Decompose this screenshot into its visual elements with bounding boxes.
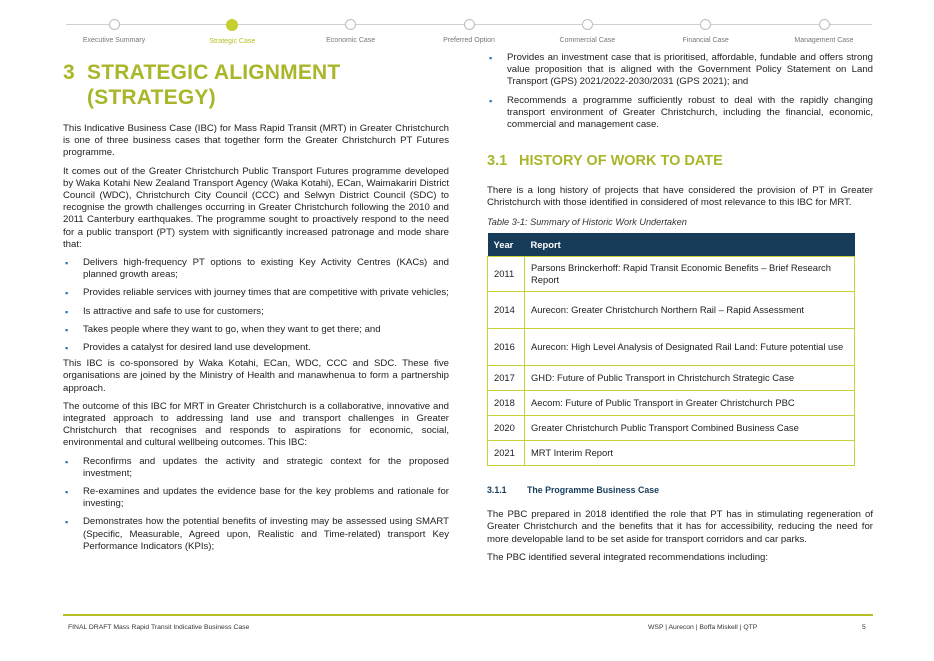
progress-step[interactable] (409, 17, 529, 44)
list-item: ▪ Re-examines and updates the evidence base for the key problems and rationale for investing; (63, 486, 449, 510)
report-cell: Aurecon: Greater Christchurch Northern Rail – Rapid Assessment (525, 292, 855, 329)
left-column (63, 60, 449, 553)
page-number: 5 (862, 624, 866, 631)
table-row (488, 329, 855, 366)
progress-dot (109, 19, 120, 30)
progress-dot (582, 19, 593, 30)
footer-title: FINAL DRAFT Mass Rapid Transit Indicative Business Case (68, 624, 250, 631)
paragraph: The PBC prepared in 2018 identified the role that PT has in stimulating regeneration of Greater Christchurch and the benefits that it has for accessibility, reducing the need for more developable land to be set aside for transport corridors and car parks. (487, 509, 873, 545)
paragraph: It comes out of the Greater Christchurch Public Transport Futures programme developed by Waka Kotahi New Zealand Transport Agency (Waka Kotahi), ECan, Waimakariri District Council (WDC), Christchurch City Council (CCC) and Selwyn District Council (SDC) to recognise the growth challenges occurring in Greater Christchurch following the 2010 and 2011 Canterbury earthquakes. The programme sought to proactively respond to the need for a public transport (PT) system with significantly increased patronage and mode share that: (63, 165, 449, 250)
footer-authors: WSP | Aurecon | Boffa Miskell | QTP (648, 624, 758, 631)
report-cell: Parsons Brinckerhoff: Rapid Transit Economic Benefits – Brief Research Report (525, 257, 855, 292)
paragraph: This Indicative Business Case (IBC) for Mass Rapid Transit (MRT) in Greater Christchurch is one of three business cases that together form the Greater Christchurch PT Futures programme. (63, 123, 449, 159)
paragraph: This IBC is co-sponsored by Waka Kotahi, ECan, WDC, CCC and SDC. These five organisations are joined by the Ministry of Health and manawhenua to form a partnership approach. (63, 358, 449, 394)
progress-step[interactable] (291, 17, 411, 44)
progress-step[interactable] (527, 17, 647, 44)
progress-step-label: Commercial Case (559, 37, 616, 44)
list-item: ▪ Provides reliable services with journey times that are competitive with private vehicles; (63, 287, 449, 299)
progress-nav (66, 17, 872, 51)
progress-step-label: Financial Case (682, 37, 729, 44)
list-item: ▪ Delivers high-frequency PT options to existing Key Activity Centres (KACs) and planned growth areas; (63, 257, 449, 281)
chapter-title: STRATEGIC ALIGNMENT (STRATEGY) (87, 61, 341, 109)
progress-step-label: Executive Summary (82, 37, 146, 44)
history-table (487, 233, 855, 467)
paragraph: There is a long history of projects that have considered the provision of PT in Greater Christchurch with those identified in considered of most relevance to this IBC for MRT. (487, 185, 873, 209)
year-cell: 2021 (488, 441, 525, 466)
right-column (487, 52, 873, 564)
report-cell: Greater Christchurch Public Transport Combined Business Case (525, 416, 855, 441)
report-cell: Aurecon: High Level Analysis of Designated Rail Land: Future potential use (525, 329, 855, 366)
subsection-title: The Programme Business Case (527, 485, 660, 496)
list-item: ▪ Provides a catalyst for desired land use development. (63, 342, 449, 354)
progress-step[interactable] (172, 17, 292, 45)
list-item: ▪ Recommends a programme sufficiently robust to deal with the rapidly changing transport environment of Greater Christchurch, including the financial, economic, commercial and management case. (487, 95, 873, 132)
year-cell: 2020 (488, 416, 525, 441)
year-header: Year (488, 233, 525, 257)
table-caption: Table 3-1: Summary of Historic Work Undertaken (487, 216, 687, 227)
section-heading (487, 152, 873, 170)
chapter-number: 3 (63, 61, 75, 84)
list-item: ▪ Demonstrates how the potential benefits of investing may be assessed using SMART (Specific, Measurable, Agreed upon, Realistic and Time-related) transport Key Performance Indicators (KPIs); (63, 516, 449, 553)
year-cell: 2018 (488, 391, 525, 416)
progress-step-label: Preferred Option (443, 37, 495, 44)
progress-step-label: Strategic Case (209, 38, 256, 45)
progress-dot (226, 19, 238, 31)
progress-step[interactable] (54, 17, 174, 44)
section-title: HISTORY OF WORK TO DATE (519, 153, 723, 170)
section-number: 3.1 (487, 153, 508, 170)
paragraph: The outcome of this IBC for MRT in Greater Christchurch is a collaborative, innovative and integrated approach to addressing land use and transport challenges in Greater Christchurch that recognises and responds to aspirations for economic, social, environmental and cultural wellbeing outcomes. This IBC: (63, 400, 449, 449)
subsection-number: 3.1.1 (487, 485, 507, 496)
chapter-heading (63, 60, 449, 110)
table-row (488, 257, 855, 292)
report-cell: MRT Interim Report (525, 441, 855, 466)
table-row (488, 391, 855, 416)
table-row (488, 441, 855, 466)
progress-dot (464, 19, 475, 30)
table-row (488, 416, 855, 441)
report-cell: GHD: Future of Public Transport in Christchurch Strategic Case (525, 366, 855, 391)
list-item: ▪ Is attractive and safe to use for customers; (63, 306, 449, 318)
paragraph: The PBC identified several integrated recommendations including: (487, 551, 769, 563)
bullet-list (63, 456, 449, 553)
progress-step[interactable] (764, 17, 884, 44)
year-cell: 2016 (488, 329, 525, 366)
table-row (488, 366, 855, 391)
progress-dot (700, 19, 711, 30)
list-item: ▪ Takes people where they want to go, when they want to get there; and (63, 324, 449, 336)
report-cell: Aecom: Future of Public Transport in Greater Christchurch PBC (525, 391, 855, 416)
year-cell: 2014 (488, 292, 525, 329)
list-item: ▪ Reconfirms and updates the activity and strategic context for the proposed investment; (63, 456, 449, 480)
year-cell: 2017 (488, 366, 525, 391)
bullet-list (487, 52, 873, 131)
progress-step-label: Management Case (794, 37, 854, 44)
year-cell: 2011 (488, 257, 525, 292)
table-row (488, 292, 855, 329)
progress-dot (819, 19, 830, 30)
progress-step-label: Economic Case (326, 37, 376, 44)
subsection-heading (487, 485, 873, 495)
progress-step[interactable] (646, 17, 766, 44)
footer-rule (63, 614, 873, 616)
progress-dot (345, 19, 356, 30)
list-item: ▪ Provides an investment case that is prioritised, affordable, fundable and offers strong value proposition that is aligned with the Government Policy Statement on Land Transport (GPS) 2021/2022-2030/2031 (GPS 2021); and (487, 52, 873, 89)
bullet-list (63, 257, 449, 354)
table-header-row (488, 233, 855, 257)
report-header: Report (525, 233, 855, 257)
